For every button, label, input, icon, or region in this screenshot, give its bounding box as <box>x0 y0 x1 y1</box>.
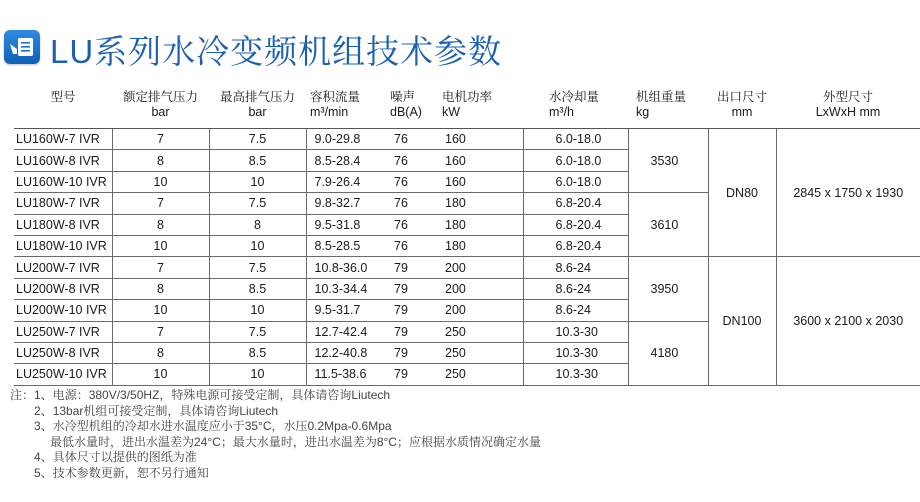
cell-model: LU160W-8 IVR <box>14 150 112 171</box>
notes-prefix: 注： <box>10 388 35 402</box>
cell-noise: 79 <box>390 278 434 299</box>
header-noise <box>390 86 434 129</box>
cell-power: 160 <box>434 150 523 171</box>
header-weight <box>628 86 708 129</box>
cell-max: 7.5 <box>209 321 306 342</box>
note-text: 最低水量时，进出水温差为24°C；最大水量时，进出水温差为8°C；应根据水质情况确定水量 <box>50 434 541 449</box>
cell-water: 6.8-20.4 <box>523 235 628 256</box>
table-row <box>14 257 920 278</box>
header-unit: m³/min <box>310 105 349 119</box>
cell-water: 10.3-30 <box>523 342 628 363</box>
cell-weight: 3530 <box>628 129 708 193</box>
cell-rated: 8 <box>112 342 209 363</box>
cell-rated: 10 <box>112 364 209 385</box>
cell-model: LU160W-10 IVR <box>14 171 112 192</box>
note-item <box>10 466 541 482</box>
cell-outlet-size: DN80 <box>708 129 776 257</box>
cell-outlet-size: DN100 <box>708 257 776 385</box>
cell-water: 8.6-24 <box>523 278 628 299</box>
cell-max: 7.5 <box>209 257 306 278</box>
cell-model: LU250W-10 IVR <box>14 364 112 385</box>
cell-model: LU200W-7 IVR <box>14 257 112 278</box>
note-item <box>10 435 541 451</box>
cell-rated: 8 <box>112 214 209 235</box>
header-label: 出口尺寸 <box>716 90 767 104</box>
header-flow <box>306 86 390 129</box>
cell-noise: 79 <box>390 364 434 385</box>
cell-rated: 8 <box>112 278 209 299</box>
cell-flow: 8.5-28.5 <box>306 235 390 256</box>
note-text: 具体尺寸以提供的图纸为准 <box>52 450 197 465</box>
cell-power: 250 <box>434 364 523 385</box>
note-item <box>10 388 541 404</box>
header-outlet-size <box>708 86 776 129</box>
header-model <box>14 86 112 129</box>
note-item <box>10 404 541 420</box>
cell-flow: 10.3-34.4 <box>306 278 390 299</box>
cell-power: 180 <box>434 214 523 235</box>
cell-model: LU250W-7 IVR <box>14 321 112 342</box>
cell-rated: 10 <box>112 300 209 321</box>
header-water-flow <box>523 86 628 129</box>
header-label: 额定排气压力 <box>122 90 198 104</box>
header-dimensions <box>776 86 920 129</box>
header-unit: kW <box>442 105 461 119</box>
note-text: 13bar机组可接受定制，具体请咨询Liutech <box>52 403 279 418</box>
cell-water: 6.0-18.0 <box>523 171 628 192</box>
header-label: 容积流量 <box>310 90 361 104</box>
cell-model: LU180W-10 IVR <box>14 235 112 256</box>
note-number: 4、 <box>34 450 53 465</box>
header-label: 电机功率 <box>442 90 493 104</box>
cell-max: 7.5 <box>209 193 306 214</box>
cell-noise: 79 <box>390 300 434 321</box>
cell-max: 8.5 <box>209 278 306 299</box>
cell-flow: 12.7-42.4 <box>306 321 390 342</box>
cell-rated: 10 <box>112 171 209 192</box>
cell-rated: 8 <box>112 150 209 171</box>
cell-noise: 76 <box>390 171 434 192</box>
cell-max: 10 <box>209 235 306 256</box>
cell-noise: 79 <box>390 257 434 278</box>
cell-power: 160 <box>434 171 523 192</box>
cell-max: 10 <box>209 364 306 385</box>
header-motor-power <box>434 86 523 129</box>
cell-noise: 76 <box>390 235 434 256</box>
cell-rated: 7 <box>112 193 209 214</box>
header-label: 水冷却量 <box>549 90 600 104</box>
note-number: 2、 <box>34 403 53 418</box>
page-title: LU系列水冷变频机组技术参数 <box>50 33 503 70</box>
note-text: 水冷型机组的冷却水进水温度应小于35°C，水压0.2Mpa-0.6Mpa <box>52 419 392 434</box>
cell-water: 10.3-30 <box>523 364 628 385</box>
cell-noise: 79 <box>390 342 434 363</box>
spec-table <box>14 86 920 386</box>
cell-max: 8 <box>209 214 306 235</box>
header-label: 型号 <box>50 90 76 104</box>
cell-max: 8.5 <box>209 150 306 171</box>
cell-flow: 8.5-28.4 <box>306 150 390 171</box>
cell-flow: 7.9-26.4 <box>306 171 390 192</box>
cell-power: 160 <box>434 129 523 150</box>
header-label: 最高排气压力 <box>219 90 295 104</box>
cell-model: LU180W-8 IVR <box>14 214 112 235</box>
cell-dimensions: 2845 x 1750 x 1930 <box>776 129 920 257</box>
cell-water: 6.8-20.4 <box>523 214 628 235</box>
header-unit: LxWxH mm <box>815 105 881 119</box>
cell-water: 6.0-18.0 <box>523 150 628 171</box>
note-number: 3、 <box>34 419 53 434</box>
note-text: 技术参数更新，恕不另行通知 <box>52 465 209 480</box>
cell-flow: 12.2-40.8 <box>306 342 390 363</box>
cell-weight: 3950 <box>628 257 708 321</box>
cell-weight: 3610 <box>628 193 708 257</box>
cell-max: 10 <box>209 171 306 192</box>
cell-power: 200 <box>434 300 523 321</box>
cell-flow: 10.8-36.0 <box>306 257 390 278</box>
cell-rated: 7 <box>112 129 209 150</box>
cell-power: 200 <box>434 278 523 299</box>
table-row <box>14 129 920 150</box>
note-number: 1、 <box>34 388 53 402</box>
cell-weight: 4180 <box>628 321 708 385</box>
cell-flow: 9.8-32.7 <box>306 193 390 214</box>
header-unit: m³/h <box>549 105 574 119</box>
header-unit: kg <box>636 105 650 119</box>
cell-model: LU200W-10 IVR <box>14 300 112 321</box>
cell-max: 8.5 <box>209 342 306 363</box>
note-item <box>10 450 541 466</box>
document-list-icon <box>4 30 40 64</box>
cell-flow: 11.5-38.6 <box>306 364 390 385</box>
header-max-pressure <box>209 86 306 129</box>
cell-max: 10 <box>209 300 306 321</box>
cell-noise: 76 <box>390 129 434 150</box>
cell-power: 200 <box>434 257 523 278</box>
notes-section <box>10 388 541 482</box>
cell-power: 180 <box>434 193 523 214</box>
cell-flow: 9.0-29.8 <box>306 129 390 150</box>
cell-rated: 7 <box>112 257 209 278</box>
header-label: 噪声 <box>390 90 416 104</box>
cell-power: 250 <box>434 321 523 342</box>
cell-noise: 76 <box>390 193 434 214</box>
header-rated-pressure <box>112 86 209 129</box>
cell-model: LU180W-7 IVR <box>14 193 112 214</box>
cell-rated: 7 <box>112 321 209 342</box>
cell-flow: 9.5-31.7 <box>306 300 390 321</box>
header-label: 外型尺寸 <box>822 90 873 104</box>
cell-model: LU250W-8 IVR <box>14 342 112 363</box>
spec-table-container <box>14 86 920 386</box>
header-unit: mm <box>731 105 753 119</box>
note-text: 电源：380V/3/50HZ，特殊电源可接受定制，具体请咨询Liutech <box>52 388 391 402</box>
header-unit: bar <box>248 105 267 119</box>
cell-noise: 76 <box>390 150 434 171</box>
page-header <box>0 24 920 70</box>
cell-power: 180 <box>434 235 523 256</box>
note-number: 5、 <box>34 465 53 480</box>
header-unit: bar <box>151 105 170 119</box>
table-body <box>14 129 920 386</box>
cell-model: LU160W-7 IVR <box>14 129 112 150</box>
cell-water: 8.6-24 <box>523 300 628 321</box>
cell-rated: 10 <box>112 235 209 256</box>
cell-noise: 76 <box>390 214 434 235</box>
cell-water: 10.3-30 <box>523 321 628 342</box>
cell-flow: 9.5-31.8 <box>306 214 390 235</box>
cell-water: 6.8-20.4 <box>523 193 628 214</box>
cell-water: 8.6-24 <box>523 257 628 278</box>
cell-model: LU200W-8 IVR <box>14 278 112 299</box>
table-header-row <box>14 86 920 129</box>
cell-dimensions: 3600 x 2100 x 2030 <box>776 257 920 385</box>
header-unit: dB(A) <box>390 105 422 119</box>
cell-max: 7.5 <box>209 129 306 150</box>
cell-noise: 79 <box>390 321 434 342</box>
header-label: 机组重量 <box>636 90 687 104</box>
cell-power: 250 <box>434 342 523 363</box>
note-item <box>10 419 541 435</box>
cell-water: 6.0-18.0 <box>523 129 628 150</box>
